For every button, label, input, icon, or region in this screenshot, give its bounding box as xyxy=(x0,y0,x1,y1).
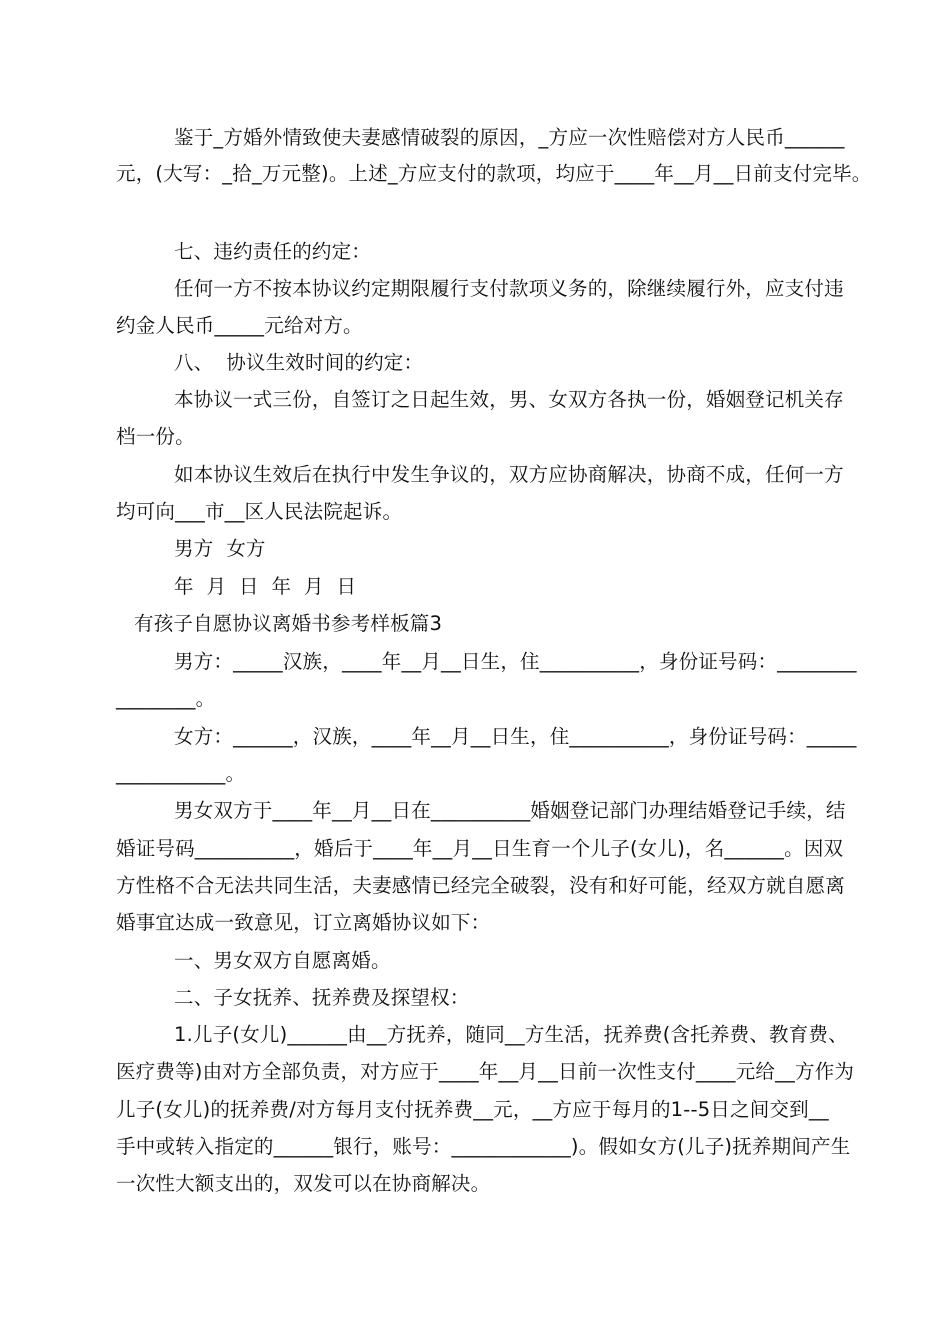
paragraph-copies-line-1: 本协议一式三份，自签订之日起生效，男、女双方各执一份，婚姻登记机关存 xyxy=(174,388,844,411)
paragraph-marriage-line-1: 男女双方于____年__月__日在__________婚姻登记部门办理结婚登记手续，结 xyxy=(174,799,846,822)
section-heading-effective: 八、 协议生效时间的约定： xyxy=(174,351,424,374)
paragraph-marriage-line-3: 方性格不合无法共同生活，夫妻感情已经完全破裂，没有和好可能，经双方就自愿离 xyxy=(116,874,845,897)
paragraph-breach-line-2: 约金人民币_____元给对方。 xyxy=(116,314,363,337)
male-party-line-2: ________。 xyxy=(116,687,216,710)
female-party-line-2: ___________。 xyxy=(116,762,246,785)
paragraph-copies-line-2: 档一份。 xyxy=(116,425,195,448)
clause-2-1-line-1: 1.儿子(女儿)______由__方抚养，随同__方生活，抚养费(含托养费、教育费、 xyxy=(174,1023,848,1046)
clause-2-1-line-5: 一次性大额支出的，双发可以在协商解决。 xyxy=(116,1172,491,1195)
paragraph-marriage-line-4: 婚事宜达成一致意见，订立离婚协议如下： xyxy=(116,911,491,934)
signature-parties: 男方 女方 xyxy=(174,537,266,560)
paragraph-compensation-line-1: 鉴于_方婚外情致使夫妻感情破裂的原因，_方应一次性赔偿对方人民币______ xyxy=(174,126,845,149)
paragraph-breach-line-1: 任何一方不按本协议约定期限履行支付款项义务的，除继续履行外，应支付违 xyxy=(174,277,844,300)
clause-2-1-line-3: 儿子(女儿)的抚养费/对方每月支付抚养费__元，__方应于每月的1--5日之间交到__ xyxy=(116,1098,829,1121)
paragraph-dispute-line-1: 如本协议生效后在执行中发生争议的，双方应协商解决，协商不成，任何一方 xyxy=(174,463,844,486)
paragraph-compensation-line-2: 元，(大写：_拾_万元整)。上述_方应支付的款项，均应于____年__月__日前支付完毕。 xyxy=(116,162,872,185)
section-heading-breach: 七、违约责任的约定： xyxy=(174,240,372,263)
section-title-sample-3: 有孩子自愿协议离婚书参考样板篇3 xyxy=(134,612,443,635)
male-party-line-1: 男方：_____汉族，____年__月__日生，住__________，身份证号码：________ xyxy=(174,650,857,673)
paragraph-marriage-line-2: 婚证号码__________，婚后于____年__月__日生育一个儿子(女儿)，名______。因双 xyxy=(116,837,844,860)
clause-2-1-line-2: 医疗费等)由对方全部负责，对方应于____年__月__日前一次性支付____元给__方作为 xyxy=(116,1060,855,1083)
signature-dates: 年 月 日 年 月 日 xyxy=(174,575,357,598)
paragraph-dispute-line-2: 均可向___市__区人民法院起诉。 xyxy=(116,500,403,523)
clause-2-heading: 二、子女抚养、抚养费及探望权： xyxy=(174,986,470,1009)
clause-1-divorce: 一、男女双方自愿离婚。 xyxy=(174,949,391,972)
clause-2-1-line-4: 手中或转入指定的______银行，账号：____________)。假如女方(儿子)抚养期间产生 xyxy=(116,1135,851,1158)
female-party-line-1: 女方：______，汉族，____年__月__日生，住__________，身份证号码：_____ xyxy=(174,725,857,748)
